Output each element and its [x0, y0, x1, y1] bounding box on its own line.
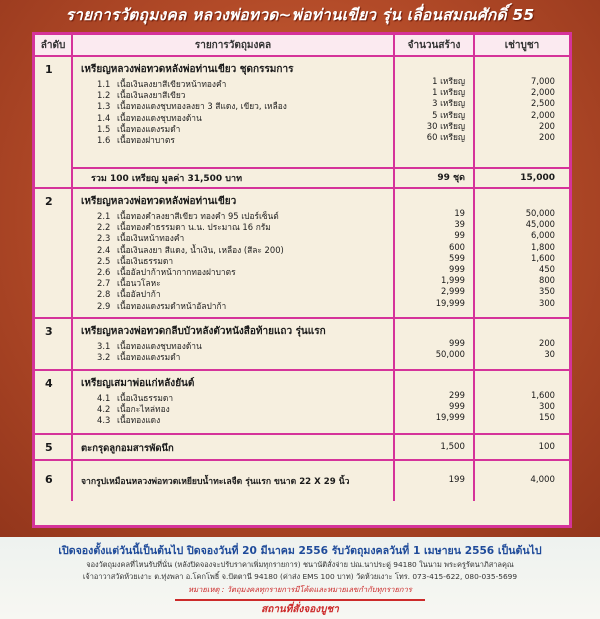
item-number: 4.1 [97, 393, 111, 403]
total-price: 15,000 [520, 173, 555, 183]
item-price: 7,000 [531, 76, 555, 86]
section-number: 2 [35, 189, 73, 317]
item-name: เนื้อเงินธรรมดา [117, 255, 174, 266]
item-qty: 5 เหรียญ [432, 109, 465, 120]
table-header [35, 35, 569, 57]
list-item [81, 211, 387, 222]
item-name: เนื้อทองแดงรมดำ [117, 123, 181, 134]
item-number: 3.1 [97, 341, 111, 351]
item-name: เนื้อนวโลหะ [117, 278, 161, 289]
item-number: 3.2 [97, 352, 111, 363]
item-qty: 3 เหรียญ [432, 98, 465, 109]
item-price: 1,600 [531, 252, 555, 263]
section-title: จากรูปเหมือนหลวงพ่อทวดเหยียบน้ำทะเลจืด รุ่นแรก ขนาด 22 X 29 นิ้ว [73, 461, 395, 501]
list-item [81, 352, 387, 363]
item-price: 1,600 [531, 390, 555, 400]
item-name: เนื้อเงินหน้าทองคำ [117, 233, 185, 244]
list-item [81, 404, 387, 415]
item-price: 200 [539, 338, 555, 348]
list-item [81, 90, 387, 101]
section-number: 6 [35, 461, 73, 501]
item-qty: 99 [454, 230, 465, 241]
footer-place-heading: สถานที่สั่งจองบูชา [175, 599, 425, 617]
list-item [81, 256, 387, 267]
item-qty: 1 เหรียญ [432, 76, 465, 86]
item-qty: 2,999 [441, 286, 465, 297]
header-item: รายการวัตถุมงคล [73, 35, 395, 55]
list-item [81, 101, 387, 112]
item-number: 4.3 [97, 415, 111, 426]
header-no: ลำดับ [35, 35, 73, 55]
footer-dates: เปิดจองตั้งแต่วันนี้เป็นต้นไป ปิดจองวันที่ 20 มีนาคม 2556 รับวัตถุมงคลวันที่ 1 เมษายน 2556 เป็นต้นไป [58, 545, 542, 557]
section-3 [35, 319, 569, 371]
list-item [81, 301, 387, 312]
section-1-items [81, 79, 387, 146]
item-name: เนื้อทองฝาบาตร [117, 135, 175, 146]
list-item [81, 289, 387, 300]
footer-note: หมายเหตุ : วัตถุมงคลทุกรายการมีโค้ดและหมายเลขกำกับทุกรายการ [188, 585, 412, 594]
footer-contact: เจ้าอาวาสวัดห้วยเงาะ ต.ทุ่งพลา อ.โคกโพธิ์ จ.ปัตตานี 94180 (ค่าส่ง EMS 100 บาท) วัดห้วยเงาะ โทร. 073-415-622, 080-035-5699 [82, 572, 518, 581]
item-number: 1.5 [97, 123, 111, 134]
section-title: เหรียญหลวงพ่อทวดหลังพ่อท่านเขียว [81, 196, 237, 207]
item-name: เนื้อทองแดง [117, 415, 161, 426]
item-name: เนื้อเงินลงยา สีแดง, น้ำเงิน, เหลือง (สีละ 200) [117, 244, 284, 255]
item-price: 50,000 [525, 208, 555, 218]
item-price: 1,800 [531, 241, 555, 252]
item-number: 1.6 [97, 135, 111, 146]
item-price: 450 [539, 264, 555, 275]
item-price: 6,000 [531, 230, 555, 241]
section-price: 100 [538, 442, 555, 452]
item-qty: 999 [449, 338, 465, 348]
item-number: 2.3 [97, 233, 111, 244]
list-item [81, 135, 387, 146]
item-number: 2.4 [97, 244, 111, 255]
item-price: 45,000 [525, 219, 555, 230]
section-number: 4 [35, 371, 73, 433]
section-number: 3 [35, 319, 73, 369]
item-name: เนื้อทองแดงชุบทองลงยา 3 สีแดง, เขียว, เหลือง [117, 101, 287, 112]
section-6 [35, 461, 569, 501]
item-name: เนื้อทองแดงรมดำ [117, 352, 181, 363]
list-item [81, 79, 387, 90]
item-qty: 19 [454, 208, 465, 218]
item-number: 1.3 [97, 101, 111, 112]
item-name: เนื้อเงินลงยาสีเขียวหน้าทองคำ [117, 79, 227, 89]
item-name: เนื้ออัลปาก้าหน้ากากทองฝาบาตร [117, 267, 236, 278]
item-name: เนื้อทองแดงรมดำหน้าอัลปาก้า [117, 300, 227, 311]
item-number: 2.5 [97, 255, 111, 266]
item-name: เนื้ออัลปาก้า [117, 289, 161, 300]
section-1 [35, 57, 569, 189]
item-price: 2,000 [531, 109, 555, 120]
item-qty: 60 เหรียญ [426, 132, 465, 143]
section-4 [35, 371, 569, 435]
item-number: 1.4 [97, 112, 111, 123]
footer-info [0, 537, 600, 619]
item-name: เนื้อเงินลงยาสีเขียว [117, 90, 186, 101]
item-number: 2.2 [97, 222, 111, 233]
item-number: 2.1 [97, 211, 111, 221]
item-qty: 600 [449, 241, 465, 252]
total-qty: 99 ชุด [437, 173, 465, 183]
list-item [81, 124, 387, 135]
item-number: 2.7 [97, 278, 111, 289]
section-title: เหรียญหลวงพ่อทวดหลังพ่อท่านเขียว ชุดกรรมการ [81, 64, 294, 75]
section-title: ตะกรุดลูกอมสารพัดนึก [73, 435, 395, 459]
item-qty: 1 เหรียญ [432, 87, 465, 98]
list-item [81, 415, 387, 426]
section-qty: 1,500 [395, 435, 475, 459]
item-price: 150 [539, 412, 555, 423]
section-title: เหรียญหลวงพ่อทวดกลีบบัวหลังตัวหนังสือท้ายแถว รุ่นแรก [81, 326, 326, 337]
header-qty: จำนวนสร้าง [395, 35, 475, 55]
section-number: 5 [35, 435, 73, 459]
item-qty: 1,999 [441, 275, 465, 286]
item-price: 30 [544, 349, 555, 360]
item-price: 200 [539, 132, 555, 143]
list-item [81, 113, 387, 124]
item-qty: 999 [449, 264, 465, 275]
header-price: เช่าบูชา [504, 39, 540, 51]
item-qty: 39 [454, 219, 465, 230]
item-qty: 19,999 [435, 412, 465, 423]
items-table [32, 32, 572, 528]
item-qty: 999 [449, 401, 465, 412]
item-qty: 299 [449, 390, 465, 400]
section-number: 1 [35, 57, 73, 187]
item-name: เนื้อเงินธรรมดา [117, 393, 174, 403]
footer-order-info: จองวัตถุมงคลที่ไหนรับที่นั่น (หลังปิดจองจะปรับราคาเพิ่มทุกรายการ) ชนานัติสั่งจ่าย ปณ.นาประดู่ 94180 ในนาม พระครูรัตนาภิสาลคุณ [86, 560, 514, 569]
page-title: รายการวัตถุมงคล หลวงพ่อทวด~พ่อท่านเขียว รุ่น เลื่อนสมณศักดิ์ 55 [65, 6, 535, 24]
section-5 [35, 435, 569, 461]
item-price: 2,000 [531, 87, 555, 98]
list-item [81, 267, 387, 278]
item-price: 300 [539, 401, 555, 412]
item-number: 2.8 [97, 289, 111, 300]
item-number: 1.1 [97, 79, 111, 89]
item-qty: 30 เหรียญ [426, 120, 465, 131]
item-name: เนื้อทองคำลงยาสีเขียว ทองคำ 95 เปอร์เซ็นต์ [117, 211, 279, 221]
item-name: เนื้อทองแดงชุบทองด้าน [117, 341, 202, 351]
list-item [81, 341, 387, 352]
item-qty: 50,000 [435, 349, 465, 360]
section-price: 4,000 [530, 475, 555, 485]
item-price: 350 [539, 286, 555, 297]
total-label: รวม 100 เหรียญ มูลค่า 31,500 บาท [91, 174, 243, 184]
item-name: เนื้อทองแดงชุบทองด้าน [117, 112, 202, 123]
item-number: 1.2 [97, 90, 111, 101]
list-item [81, 393, 387, 404]
section-qty: 199 [395, 461, 475, 501]
item-price: 2,500 [531, 98, 555, 109]
section-2 [35, 189, 569, 319]
list-item [81, 222, 387, 233]
item-number: 2.9 [97, 300, 111, 311]
list-item [81, 245, 387, 256]
item-qty: 19,999 [435, 297, 465, 308]
item-price: 200 [539, 120, 555, 131]
item-price: 800 [539, 275, 555, 286]
item-qty: 599 [449, 252, 465, 263]
item-name: เนื้อกะไหล่ทอง [117, 404, 170, 415]
section-title: เหรียญเสมาพ่อแก่หลังยันต์ [81, 378, 195, 389]
list-item [81, 233, 387, 244]
list-item [81, 278, 387, 289]
item-price: 300 [539, 297, 555, 308]
item-number: 2.6 [97, 267, 111, 278]
item-name: เนื้อทองคำธรรมดา น.น. ประมาณ 16 กรัม [117, 222, 271, 233]
item-number: 4.2 [97, 404, 111, 415]
